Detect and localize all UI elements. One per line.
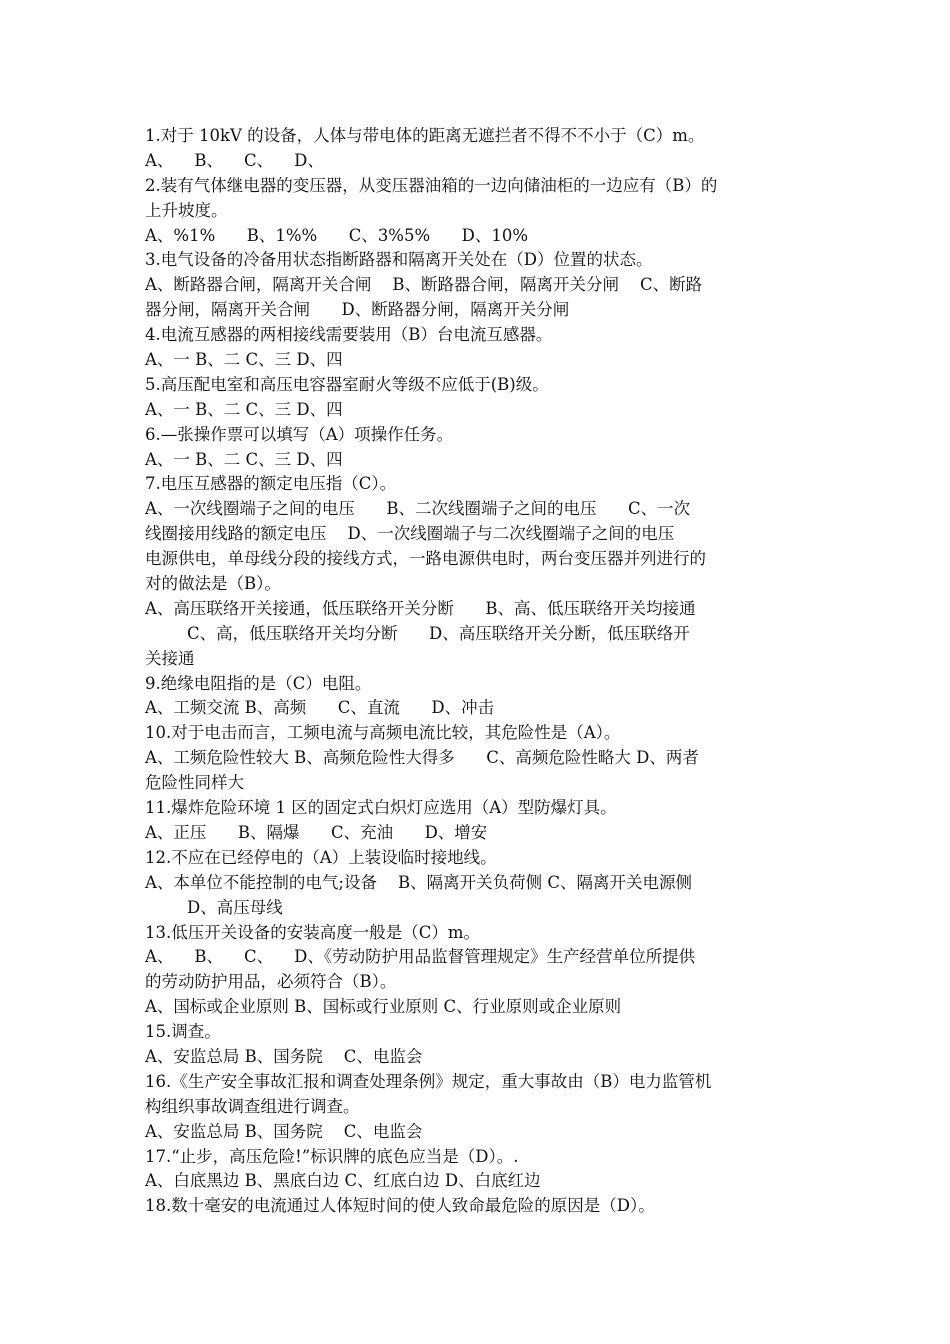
q8-text-line2: 对的做法是（B）。 bbox=[145, 574, 281, 594]
q4-options: A、一 B、二 C、三 D、四 bbox=[145, 350, 343, 370]
q15-text: 15.调查。 bbox=[145, 1022, 221, 1042]
q3-text: 3.电气设备的冷备用状态指断路器和隔离开关处在（D）位置的状态。 bbox=[145, 250, 653, 270]
q10-options-line2: 危险性同样大 bbox=[145, 773, 244, 793]
q8-options-line2: C、高，低压联络开关均分断 D、高压联络开关分断，低压联络开 bbox=[145, 623, 690, 643]
q5-options: A、一 B、二 C、三 D、四 bbox=[145, 399, 343, 419]
q13-text: 13.低压开关设备的安装高度一般是（C）m。 bbox=[145, 922, 481, 942]
q7-text: 7.电压互感器的额定电压指（C）。 bbox=[145, 474, 397, 494]
q7-options-line1: A、一次线圈端子之间的电压 B、二次线圈端子之间的电压 C、一次 bbox=[145, 499, 691, 519]
q12-options-line2: D、高压母线 bbox=[145, 897, 283, 917]
q15-options: A、安监总局 B、国务院 C、电监会 bbox=[145, 1046, 423, 1066]
q17-text: 17.“止步，高压危险!”标识牌的底色应当是（D）。. bbox=[145, 1146, 519, 1166]
q14-options: A、国标或企业原则 B、国标或行业原则 C、行业原则或企业原则 bbox=[145, 997, 622, 1017]
q6-text: 6.—张操作票可以填写（A）项操作任务。 bbox=[145, 424, 454, 444]
q9-text: 9.绝缘电阻指的是（C）电阻。 bbox=[145, 673, 372, 693]
q11-text: 11.爆炸危险环境 1 区的固定式白炽灯应选用（A）型防爆灯具。 bbox=[145, 798, 617, 818]
q4-text: 4.电流互感器的两相接线需要装用（B）台电流互感器。 bbox=[145, 325, 553, 345]
q13-options-line1: A、 B、 C、 D、《劳动防护用品监督管理规定》生产经营单位所提供 bbox=[145, 947, 696, 967]
q8-options-line3: 关接通 bbox=[145, 648, 195, 668]
q2-options: A、%1% B、1%% C、3%5% D、10% bbox=[145, 225, 529, 245]
q9-options: A、工频交流 B、高频 C、直流 D、冲击 bbox=[145, 698, 495, 718]
q11-options: A、正压 B、隔爆 C、充油 D、增安 bbox=[145, 822, 488, 842]
q12-options-line1: A、本单位不能控制的电气;设备 B、隔离开关负荷侧 C、隔离开关电源侧 bbox=[145, 872, 692, 892]
q16-text-line2: 构组织事故调查组进行调查。 bbox=[145, 1096, 360, 1116]
q2-text-line2: 上升坡度。 bbox=[145, 200, 228, 220]
q3-options-line1: A、断路器合闸，隔离开关合闸 B、断路器合闸，隔离开关分闸 C、断路 bbox=[145, 275, 703, 295]
document-page bbox=[145, 124, 805, 1219]
q16-text-line1: 16.《生产安全事故汇报和调查处理条例》规定，重大事故由（B）电力监管机 bbox=[145, 1071, 712, 1091]
q2-text-line1: 2.装有气体继电器的变压器，从变压器油箱的一边向储油柜的一边应有（B）的 bbox=[145, 175, 718, 195]
q10-text: 10.对于电击而言，工频电流与高频电流比较，其危险性是（A）。 bbox=[145, 723, 621, 743]
q8-text-line1: 电源供电，单母线分段的接线方式，一路电源供电时，两台变压器并列进行的 bbox=[145, 549, 706, 569]
q16-options: A、安监总局 B、国务院 C、电监会 bbox=[145, 1121, 423, 1141]
q10-options-line1: A、工频危险性较大 B、高频危险性大得多 C、高频危险性略大 D、两者 bbox=[145, 748, 699, 768]
q1-text: 1.对于 10kV 的设备，人体与带电体的距离无遮拦者不得不不小于（C）m。 bbox=[145, 126, 705, 145]
q12-text: 12.不应在已经停电的（A）上装设临时接地线。 bbox=[145, 847, 497, 867]
q8-options-line1: A、高压联络开关接通，低压联络开关分断 B、高、低压联络开关均接通 bbox=[145, 598, 696, 618]
q18-text: 18.数十毫安的电流通过人体短时间的使人致命最危险的原因是（D）。 bbox=[145, 1196, 655, 1216]
q14-text: 的劳动防护用品，必须符合（B）。 bbox=[145, 972, 397, 992]
q5-text: 5.高压配电室和高压电容器室耐火等级不应低于(B)级。 bbox=[145, 374, 549, 394]
q6-options: A、一 B、二 C、三 D、四 bbox=[145, 449, 343, 469]
q1-options: A、 B、 C、 D、 bbox=[145, 150, 324, 170]
q3-options-line2: 器分闸，隔离开关合闸 D、断路器分闸，隔离开关分闸 bbox=[145, 300, 570, 320]
q17-options: A、白底黑边 B、黑底白边 C、红底白边 D、白底红边 bbox=[145, 1171, 541, 1191]
q7-options-line2: 线圈接用线路的额定电压 D、一次线圈端子与二次线圈端子之间的电压 bbox=[145, 524, 675, 544]
